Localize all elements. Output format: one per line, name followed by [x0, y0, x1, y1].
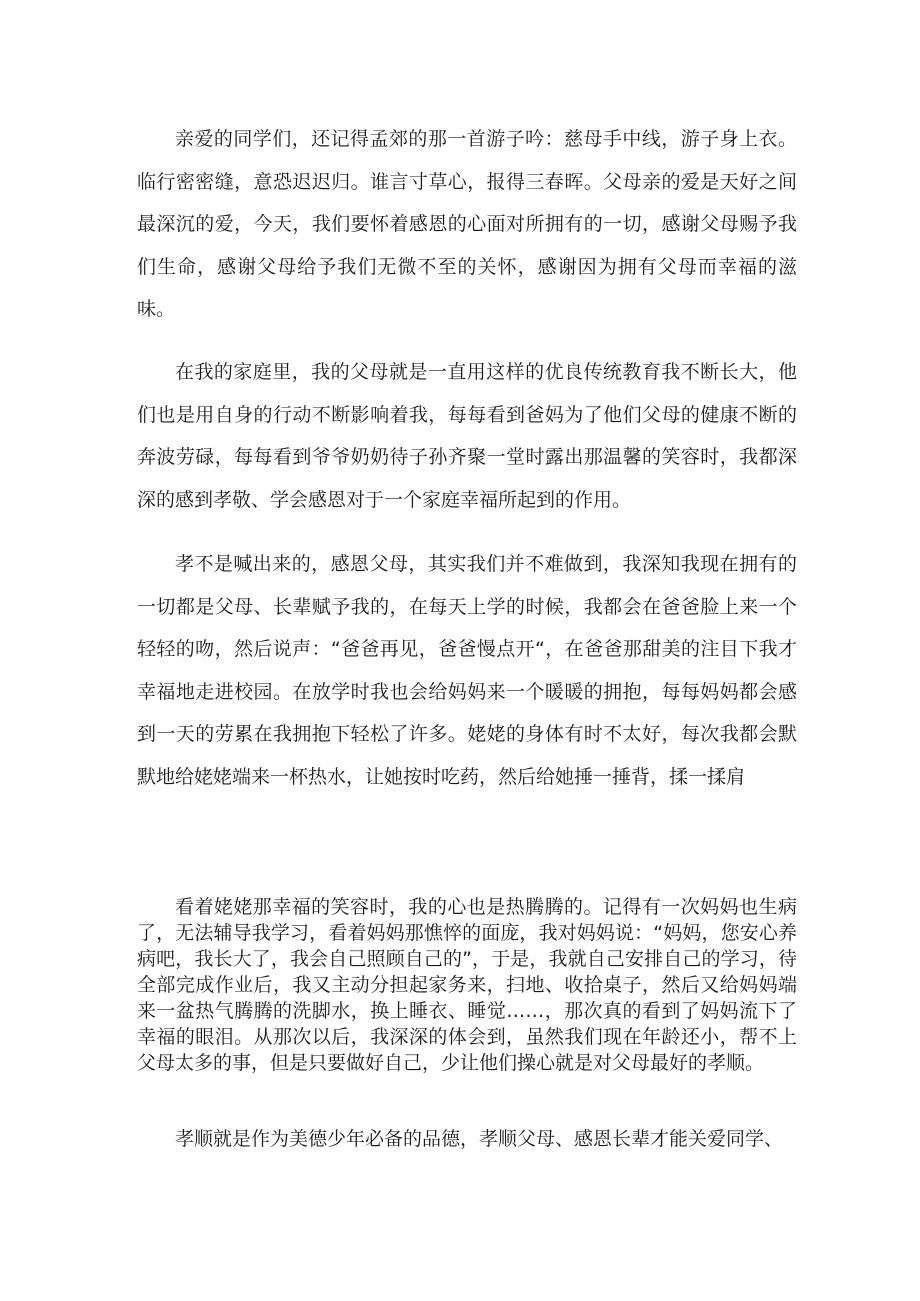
paragraph-block — [137, 543, 797, 798]
paragraph-5: 孝顺就是作为美德少年必备的品德，孝顺父母、感恩长辈才能关爱同学、 — [175, 1128, 784, 1150]
paragraph-block — [137, 894, 797, 1076]
paragraph-block — [137, 351, 797, 521]
paragraph-1: 亲爱的同学们，还记得孟郊的那一首游子吟：慈母手中线，游子身上衣。临行密密缝，意恐迟迟归。谁言寸草心，报得三春晖。父母亲的爱是天好之间最深沉的爱，今天，我们要怀着感恩的心面对所拥有的一切，感谢父母赐予我们生命，感谢父母给予我们无微不至的关怀，感谢因为拥有父母而幸福的滋味。 — [137, 128, 797, 320]
paragraph-3: 孝不是喊出来的，感恩父母，其实我们并不难做到，我深知我现在拥有的一切都是父母、长辈赋予我的，在每天上学的时候，我都会在爸爸脸上来一个轻轻的吻，然后说声：“爸爸再见，爸爸慢点开“，在爸爸那甜美的注目下我才幸福地走进校园。在放学时我也会给妈妈来一个暖暖的拥抱，每每妈妈都会感到一天的劳累在我拥抱下轻松了许多。姥姥的身体有时不太好，每次我都会默默地给姥姥端来一杯热水，让她按时吃药，然后给她捶一捶背，揉一揉肩 — [137, 553, 797, 788]
paragraph-block — [137, 118, 797, 331]
paragraph-block — [137, 1118, 797, 1161]
paragraph-4: 看着姥姥那幸福的笑容时，我的心也是热腾腾的。记得有一次妈妈也生病了，无法辅导我学习，看着妈妈那憔悴的面庞，我对妈妈说：“妈妈，您安心养病吧，我长大了，我会自己照顾自己的”，于是，我就自己安排自己的学习，待全部完成作业后，我又主动分担起家务来，扫地、收拾桌子，然后又给妈妈端来一盆热气腾腾的洗脚水，换上睡衣、睡觉……，那次真的看到了妈妈流下了幸福的眼泪。从那次以后，我深深的体会到，虽然我们现在年龄还小，帮不上父母太多的事，但是只要做好自己，少让他们操心就是对父母最好的孝顺。 — [137, 896, 797, 1074]
paragraph-2: 在我的家庭里，我的父母就是一直用这样的优良传统教育我不断长大，他们也是用自身的行动不断影响着我，每每看到爸妈为了他们父母的健康不断的奔波劳碌，每每看到爷爷奶奶待子孙齐聚一堂时露出那温馨的笑容时，我都深深的感到孝敬、学会感恩对于一个家庭幸福所起到的作用。 — [137, 361, 797, 511]
